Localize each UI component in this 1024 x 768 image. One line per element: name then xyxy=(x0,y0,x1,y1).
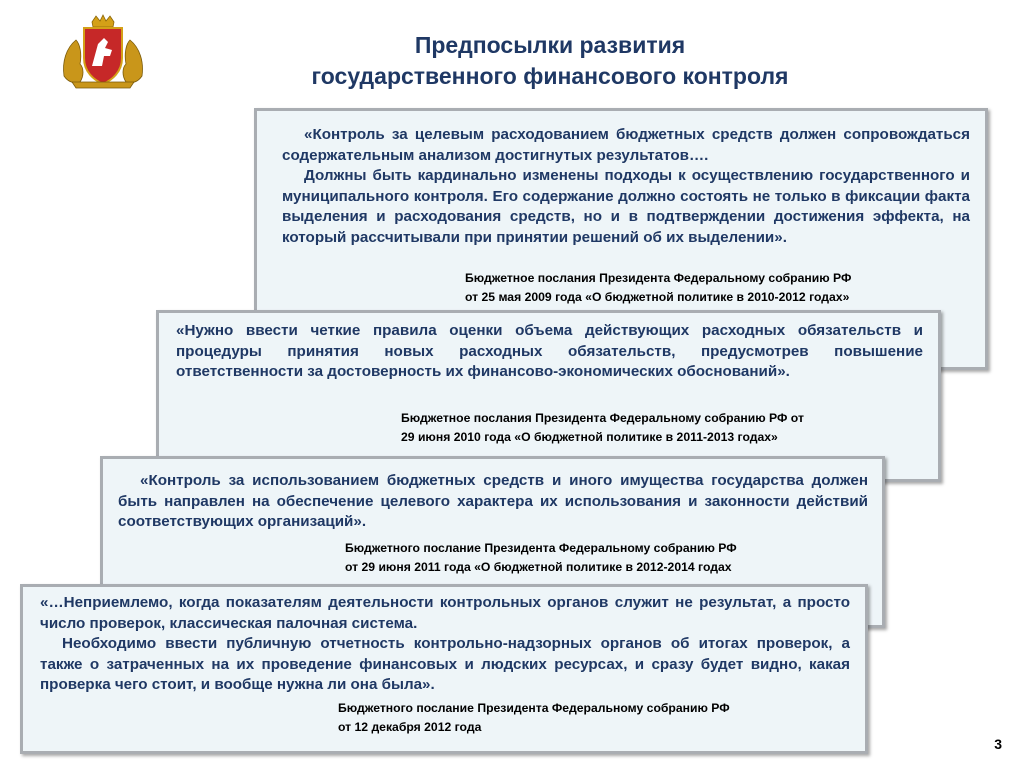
source-line-2: от 29 июня 2011 года «О бюджетной политике в 2012-2014 годах xyxy=(345,560,732,574)
quote-paragraph: «Контроль за использованием бюджетных средств и иного имущества государства должен быть направлен на обеспечение целевого характера их использования и законности действий соответствующих организаций». xyxy=(118,472,868,530)
page-title xyxy=(190,30,910,92)
quote-paragraph: «Нужно ввести четкие правила оценки объема действующих расходных обязательств и процедуры принятия новых расходных обязательств, предусмотрев повышение ответственности за достоверность их финансово-экономических обоснований». xyxy=(176,322,923,380)
quote-text xyxy=(282,125,970,248)
quote-source xyxy=(338,699,850,737)
source-line-2: от 25 мая 2009 года «О бюджетной политике в 2010-2012 годах» xyxy=(465,290,850,304)
source-line-1: Бюджетное послания Президента Федеральному собранию РФ от xyxy=(401,411,804,425)
quote-text xyxy=(118,471,868,533)
quote-paragraph: Должны быть кардинально изменены подходы к осуществлению государственного и муниципального контроля. Его содержание должно состоять не только в фиксации факта выделения и расходования средств, но и в подтверждении достижения эффекта, на который рассчитывали при принятии решений об их выделении». xyxy=(282,167,970,246)
source-line-1: Бюджетное послания Президента Федеральному собранию РФ xyxy=(465,271,852,285)
source-line-2: от 12 декабря 2012 года xyxy=(338,720,482,734)
source-line-1: Бюджетного послание Президента Федеральному собранию РФ xyxy=(338,701,730,715)
quote-paragraph: Необходимо ввести публичную отчетность контрольно-надзорных органов об итогах проверок, а также о затраченных на их проведение финансовых и людских ресурсах, и сразу будет видно, какая проверка чего стоит, и вообще нужна ли она была». xyxy=(40,635,850,693)
page-number: 3 xyxy=(994,736,1002,752)
quote-paragraph: «…Неприемлемо, когда показателям деятельности контрольных органов служит не результат, а просто число проверок, классическая палочная система. xyxy=(40,594,850,632)
quote-source xyxy=(401,409,911,447)
source-line-1: Бюджетного послание Президента Федеральному собранию РФ xyxy=(345,541,737,555)
quote-source xyxy=(345,539,860,577)
coat-of-arms-emblem xyxy=(58,14,148,90)
quote-paragraph: «Контроль за целевым расходованием бюджетных средств должен сопровождаться содержательным анализом достигнутых результатов…. xyxy=(282,126,970,164)
title-line-1: Предпосылки развития xyxy=(414,32,686,58)
quote-text xyxy=(176,321,923,383)
source-line-2: 29 июня 2010 года «О бюджетной политике в 2011-2013 годах» xyxy=(401,430,778,444)
quote-card-4 xyxy=(20,584,868,754)
quote-source xyxy=(465,269,970,307)
quote-text xyxy=(40,593,850,696)
title-line-2: государственного финансового контроля xyxy=(311,63,789,89)
